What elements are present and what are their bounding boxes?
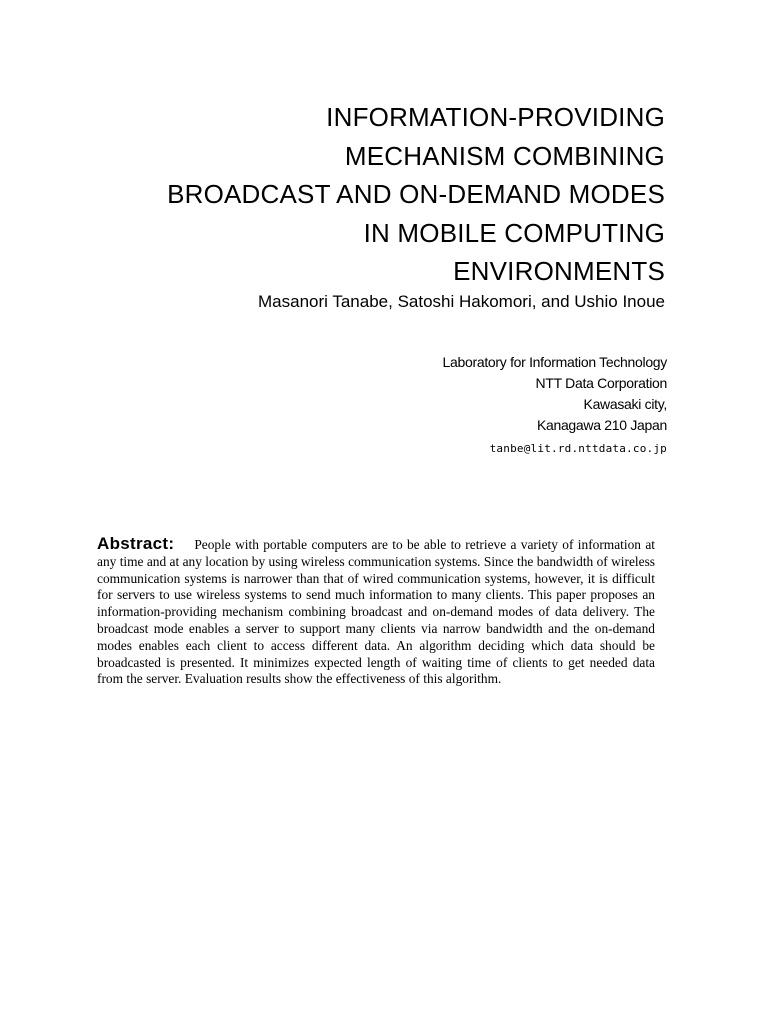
affiliation-city: Kawasaki city, <box>583 396 667 412</box>
title-line-1: INFORMATION-PROVIDING <box>326 102 665 132</box>
author-email: tanbe@lit.rd.nttdata.co.jp <box>489 442 667 455</box>
title-line-5: ENVIRONMENTS <box>453 256 665 286</box>
abstract-heading: Abstract: <box>97 534 175 553</box>
affiliation-lab: Laboratory for Information Technology <box>442 354 667 370</box>
affiliation-region: Kanagawa 210 Japan <box>536 417 667 433</box>
title-line-4: IN MOBILE COMPUTING <box>363 217 665 248</box>
abstract-body: People with portable computers are to be able to retrieve a variety of information at any time and at any location by using wireless communication systems. Since the bandwidth of wireless communication systems is narrower than that of wired communication systems, however, it is difficult for servers to use wireless systems to send much information to many clients. This paper proposes an information-providing mechanism combining broadcast and on-demand modes of data delivery. The broadcast mode enables a server to support many clients via narrow bandwidth and the on-demand modes enables each client to access different data. An algorithm deciding which data should be broadcasted is presented. It minimizes expected length of waiting time of clients to get needed data from the server. Evaluation results show the effectiveness of this algorithm. <box>97 537 655 687</box>
affiliation-company: NTT Data Corporation <box>535 375 667 391</box>
title-line-2: MECHANISM COMBINING <box>344 140 665 171</box>
author-list: Masanori Tanabe, Satoshi Hakomori, and Ushio Inoue <box>258 292 665 311</box>
abstract <box>97 536 655 688</box>
paper-title <box>65 98 665 291</box>
affiliation <box>267 352 667 436</box>
title-line-3: BROADCAST AND ON-DEMAND MODES <box>167 179 665 209</box>
